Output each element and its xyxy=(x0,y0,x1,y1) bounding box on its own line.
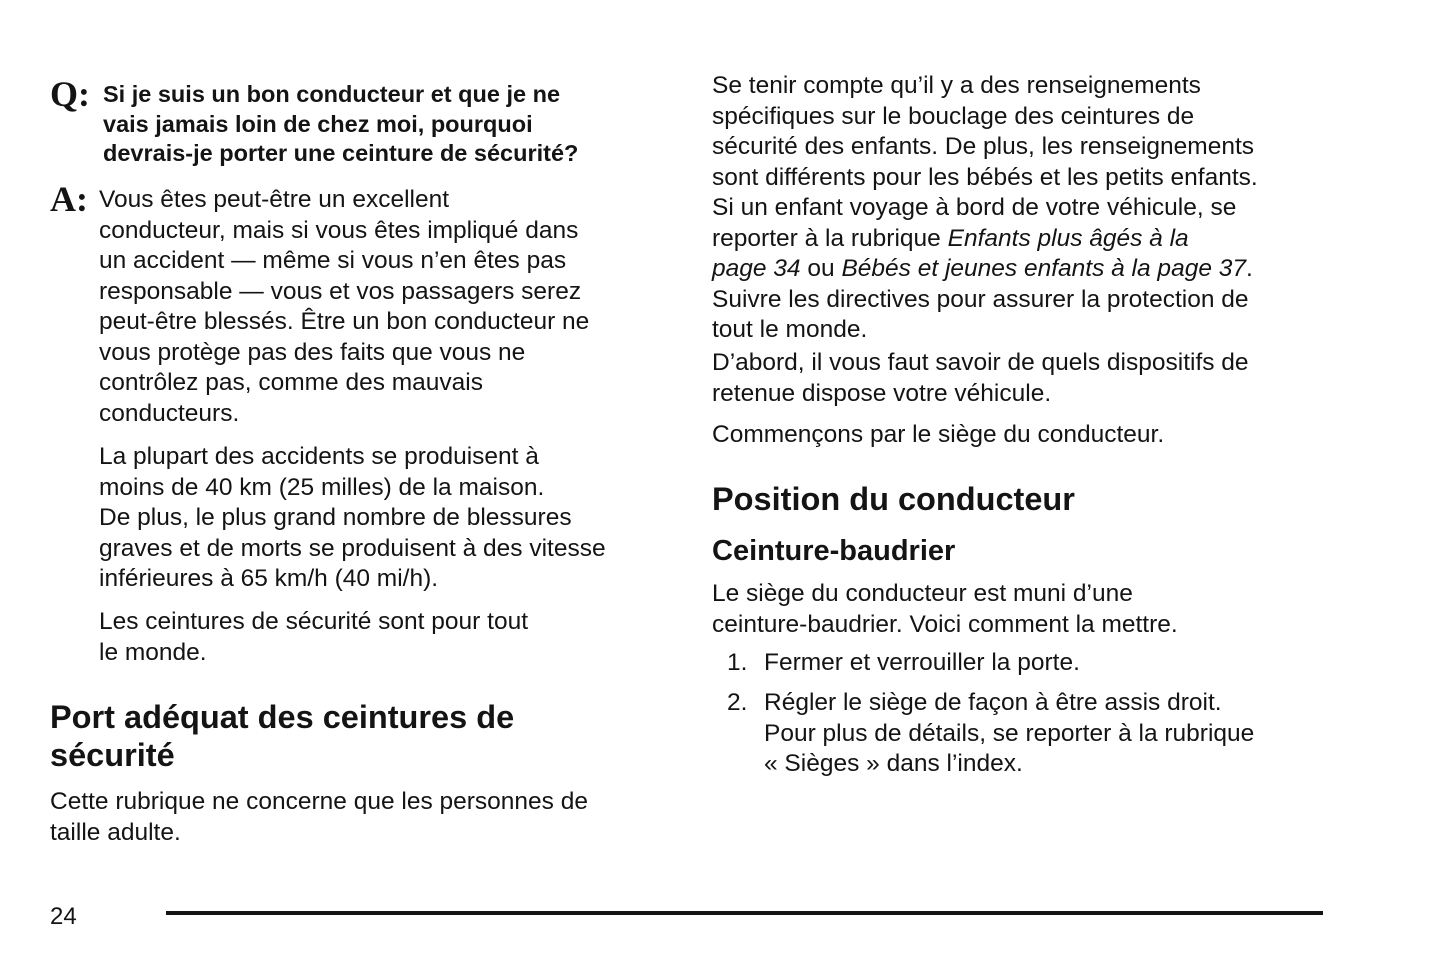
paragraph-line: D’abord, il vous faut savoir de quels dispositifs de xyxy=(712,349,1249,376)
paragraph-line: spécifiques sur le bouclage des ceintures de xyxy=(712,102,1195,130)
question-line: vais jamais loin de chez moi, pourquoi xyxy=(103,110,533,137)
cross-reference-link[interactable]: page 34 xyxy=(712,255,801,282)
list-item-line: « Sièges » dans l’index. xyxy=(764,750,1023,777)
shoulder-belt-paragraph xyxy=(712,579,1178,640)
paragraph-line: Cette rubrique ne concerne que les personnes de xyxy=(50,788,588,815)
page-number: 24 xyxy=(50,903,77,930)
list-item-line: Pour plus de détails, se reporter à la rubrique xyxy=(764,719,1255,747)
paragraph-line: Les ceintures de sécurité sont pour tout xyxy=(99,608,529,635)
question-line: devrais-je porter une ceinture de sécurité? xyxy=(103,140,579,166)
paragraph-line: tout le monde. xyxy=(712,316,868,343)
question-text xyxy=(103,80,578,169)
subheading-ceinture-baudrier: Ceinture-baudrier xyxy=(712,535,956,567)
answer-line: un accident — même si vous n’en êtes pas xyxy=(99,247,567,274)
cross-reference-link[interactable]: Bébés et jeunes enfants à la page 37 xyxy=(841,255,1246,282)
paragraph-line: taille adulte. xyxy=(50,818,181,846)
answer-line: vous protège pas des faits que vous ne xyxy=(99,338,526,366)
cross-reference-link[interactable]: Enfants plus âgés à la xyxy=(947,224,1189,252)
paragraph-line: De plus, le plus grand nombre de blessures xyxy=(99,504,572,531)
child-restraint-paragraph xyxy=(712,71,1258,346)
heading-line: Port adéquat des ceintures de xyxy=(50,699,515,735)
text-segment: . xyxy=(1246,255,1253,282)
paragraph-line: Le siège du conducteur est muni d’une xyxy=(712,580,1133,607)
section-heading-port-adequat xyxy=(50,698,514,774)
answer-line: peut-être blessés. Être un bon conducteur ne xyxy=(99,308,590,335)
paragraph-line xyxy=(712,254,1258,285)
list-item-line: Fermer et verrouiller la porte. xyxy=(764,649,1080,676)
paragraph-line: ceinture-baudrier. Voici comment la mettre. xyxy=(712,610,1178,638)
answer-mark-label: A: xyxy=(50,179,88,219)
answer-line: contrôlez pas, comme des mauvais xyxy=(99,369,483,396)
section-heading-position-conducteur: Position du conducteur xyxy=(712,481,1075,517)
paragraph-line: Commençons par le siège du conducteur. xyxy=(712,421,1165,448)
belts-for-everyone-paragraph xyxy=(99,607,528,668)
driver-seat-intro-paragraph xyxy=(712,420,1164,451)
paragraph-line: retenue dispose votre véhicule. xyxy=(712,379,1052,407)
paragraph-line: sont différents pour les bébés et les petits enfants. xyxy=(712,163,1258,191)
answer-paragraph xyxy=(99,185,589,429)
paragraph-line: inférieures à 65 km/h (40 mi/h). xyxy=(99,565,439,592)
answer-line: conducteur, mais si vous êtes impliqué dans xyxy=(99,216,579,244)
heading-line: sécurité xyxy=(50,737,175,773)
answer-line: conducteurs. xyxy=(99,399,240,427)
list-item-text xyxy=(764,688,1254,780)
answer-line: responsable — vous et vos passagers serez xyxy=(99,277,582,305)
paragraph-line: Si un enfant voyage à bord de votre véhicule, se xyxy=(712,194,1237,221)
paragraph-line: sécurité des enfants. De plus, les renseignements xyxy=(712,133,1255,160)
paragraph-line: Suivre les directives pour assurer la protection de xyxy=(712,285,1249,313)
list-item-number: 2. xyxy=(727,689,748,716)
paragraph-line: Se tenir compte qu’il y a des renseignements xyxy=(712,72,1201,99)
list-item-line: Régler le siège de façon à être assis droit. xyxy=(764,689,1222,716)
list-item-text xyxy=(764,648,1080,679)
paragraph-line: graves et de morts se produisent à des vitesse xyxy=(99,534,606,562)
question-mark-label: Q: xyxy=(50,74,90,114)
adult-size-paragraph xyxy=(50,787,588,848)
restraint-systems-paragraph xyxy=(712,348,1249,409)
question-line: Si je suis un bon conducteur et que je ne xyxy=(103,81,561,107)
footer-divider xyxy=(166,911,1323,915)
paragraph-line: moins de 40 km (25 milles) de la maison. xyxy=(99,473,545,501)
paragraph-line: le monde. xyxy=(99,638,207,666)
accidents-paragraph xyxy=(99,442,606,595)
paragraph-line xyxy=(712,224,1258,255)
text-segment: reporter à la rubrique xyxy=(712,224,948,252)
list-item-number: 1. xyxy=(727,649,748,676)
text-segment: ou xyxy=(800,255,842,282)
paragraph-line: La plupart des accidents se produisent à xyxy=(99,443,539,470)
answer-line: Vous êtes peut-être un excellent xyxy=(99,186,450,213)
